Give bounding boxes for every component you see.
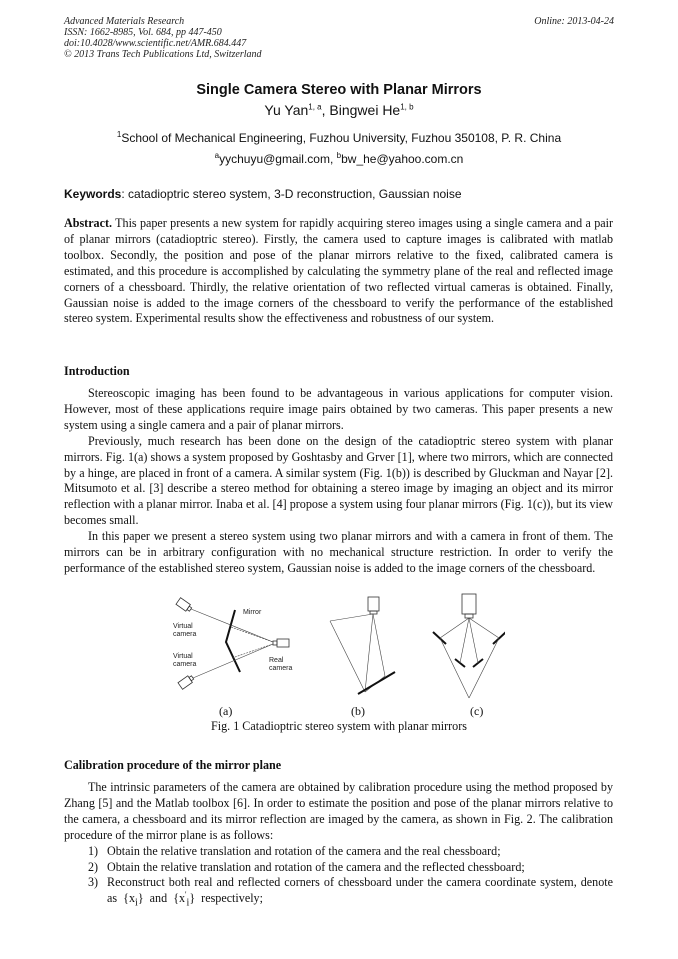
author-1: Yu Yan	[264, 102, 309, 118]
author-2-sup: 1, b	[400, 102, 414, 112]
step-and: and	[149, 891, 168, 906]
hinged-mirror-icon	[226, 610, 240, 672]
label-mirror: Mirror	[243, 609, 262, 616]
calibration-heading: Calibration procedure of the mirror plane	[64, 758, 282, 772]
step-number: 3)	[88, 875, 99, 890]
step-number: 1)	[88, 843, 99, 858]
affiliation-text: School of Mechanical Engineering, Fuzhou University, Fuzhou 350108, P. R. China	[121, 131, 562, 145]
calibration-paragraph-1: The intrinsic parameters of the camera are obtained by calibration procedure using the method proposed by Zhang [5] and the Matlab toolbox [6]. In order to estimate the position and pose of the planar mirrors relative to the camera, a chessboard and its mirror reflection are imaged by the camera, as shown in Fig. 2. The calibration procedure of the mirror plane is as follows:	[64, 780, 613, 842]
abstract-text: This paper presents a new system for rapidly acquiring stereo images using a single camera and a pair of planar mirrors (catadioptric stereo). Firstly, the camera used to capture images is calibrated with matlab toolbox. Secondly, the position and pose of the planar mirrors relative to the fixed, calibrated camera is estimated, and this procedure is accomplished by calculating the symmetry plane of the real and reflected image corners of a chessboard. Thirdly, the relative orientation of two reflected virtual cameras is obtained. Finally, Gaussian noise is added to the image corners of the chessboard to verify the performance of the established stereo system. Experimental results show the effectiveness and robustness of our system.	[64, 216, 613, 326]
figure-1a	[173, 598, 292, 690]
real-camera-icon	[273, 639, 289, 647]
keywords-label: Keywords	[64, 187, 122, 201]
author-2: Bingwei He	[329, 102, 401, 118]
author-separator: ,	[321, 102, 330, 118]
affiliation	[0, 131, 678, 145]
intro-paragraph-1: Stereoscopic imaging has been found to be advantageous in various applications for computer vision. However, most of these applications require image pairs obtained by two cameras. This paper presents a new system using a single camera and a pair of planar mirrors.	[64, 386, 613, 432]
step-tail: respectively;	[201, 891, 263, 906]
step-text: Obtain the relative translation and rotation of the camera and the reflected chessboard;	[107, 859, 525, 874]
intro-paragraph-3: In this paper we present a stereo system using two planar mirrors and with a camera in front of them. The mirrors can be in arbitrary configuration with no mechanical structure restriction. In order to verify the performance of the established stereo system, Gaussian noise is added to the image corners of the chessboard.	[64, 529, 613, 575]
camera-c-icon	[462, 594, 476, 614]
virtual-camera-top-icon	[176, 598, 193, 613]
paper-title: Single Camera Stereo with Planar Mirrors	[196, 82, 482, 98]
figure-sublabel-b: (b)	[351, 704, 365, 718]
figure-1b	[330, 597, 395, 694]
keywords-text: : catadioptric stereo system, 3-D reconstruction, Gaussian noise	[121, 187, 462, 201]
mirror-b-icon	[358, 672, 395, 694]
math-set-xi-prime: $\{x'_i\}$	[173, 890, 196, 909]
email-b-sup: b	[336, 151, 342, 160]
online-date: Online: 2013-04-24	[534, 16, 614, 27]
copyright-line: © 2013 Trans Tech Publications Ltd, Switzerland	[64, 49, 262, 60]
journal-header	[64, 16, 262, 60]
camera-b-icon	[368, 597, 379, 611]
journal-name: Advanced Materials Research	[64, 16, 185, 27]
introduction-body	[64, 386, 613, 577]
step-number: 2)	[88, 859, 99, 874]
email-line	[0, 152, 678, 166]
figure-1-diagram	[165, 592, 505, 704]
keywords	[64, 187, 462, 201]
figure-sublabel-c: (c)	[470, 704, 484, 718]
calibration-step	[64, 844, 613, 860]
issn-line: ISSN: 1662-8985, Vol. 684, pp 447-450	[64, 27, 222, 38]
virtual-camera-bottom-icon	[178, 674, 195, 689]
label-real-b: camera	[269, 665, 293, 672]
abstract	[64, 216, 613, 327]
calibration-step	[64, 860, 613, 876]
email-a-sup: a	[214, 151, 220, 160]
affiliation-sup: 1	[116, 130, 122, 139]
calibration-steps	[64, 844, 613, 912]
calibration-step	[64, 875, 613, 911]
mirror-c1-icon	[433, 632, 446, 644]
email-a[interactable]: yychuyu@gmail.com	[219, 152, 330, 166]
intro-paragraph-2: Previously, much research has been done on the design of the catadioptric stereo system with planar mirrors. Fig. 1(a) shows a system proposed by Goshtasby and Grver [1], where two mirrors, which are connected by a hinge, are placed in front of a camera. A similar system (Fig. 1(b)) is described by Gluckman and Nayar [2]. Mitsumoto et al. [3] describe a stereo method for obtaining a stereo image by imaging an object and its mirror reflection with a planar mirror. Inaba et al. [4] propose a system using four planar mirrors (Fig. 1(c)), but its view becomes small.	[64, 433, 613, 528]
step-text: Obtain the relative translation and rotation of the camera and the real chessboard;	[107, 843, 501, 858]
author-line	[0, 102, 678, 118]
email-separator: ,	[329, 152, 337, 166]
math-set-xi: $\{x_i\}$	[123, 891, 144, 909]
email-b[interactable]: bw_he@yahoo.com.cn	[341, 152, 464, 166]
label-virtual-2a: Virtual	[173, 653, 193, 660]
author-1-sup: 1, a	[308, 102, 322, 112]
figure-1-caption: Fig. 1 Catadioptric stereo system with planar mirrors	[211, 719, 467, 733]
introduction-heading: Introduction	[64, 364, 130, 378]
abstract-label: Abstract.	[64, 216, 113, 230]
step-text: Reconstruct both real and reflected corners of chessboard under the camera coordinate system, denote as	[107, 875, 613, 906]
doi-line: doi:10.4028/www.scientific.net/AMR.684.447	[64, 38, 247, 49]
calibration-body	[64, 780, 613, 912]
label-virtual-1b: camera	[173, 631, 197, 638]
figure-1c	[433, 594, 505, 698]
label-virtual-1a: Virtual	[173, 623, 193, 630]
figure-sublabel-a: (a)	[219, 704, 233, 718]
label-real-a: Real	[269, 657, 284, 664]
label-virtual-2b: camera	[173, 661, 197, 668]
